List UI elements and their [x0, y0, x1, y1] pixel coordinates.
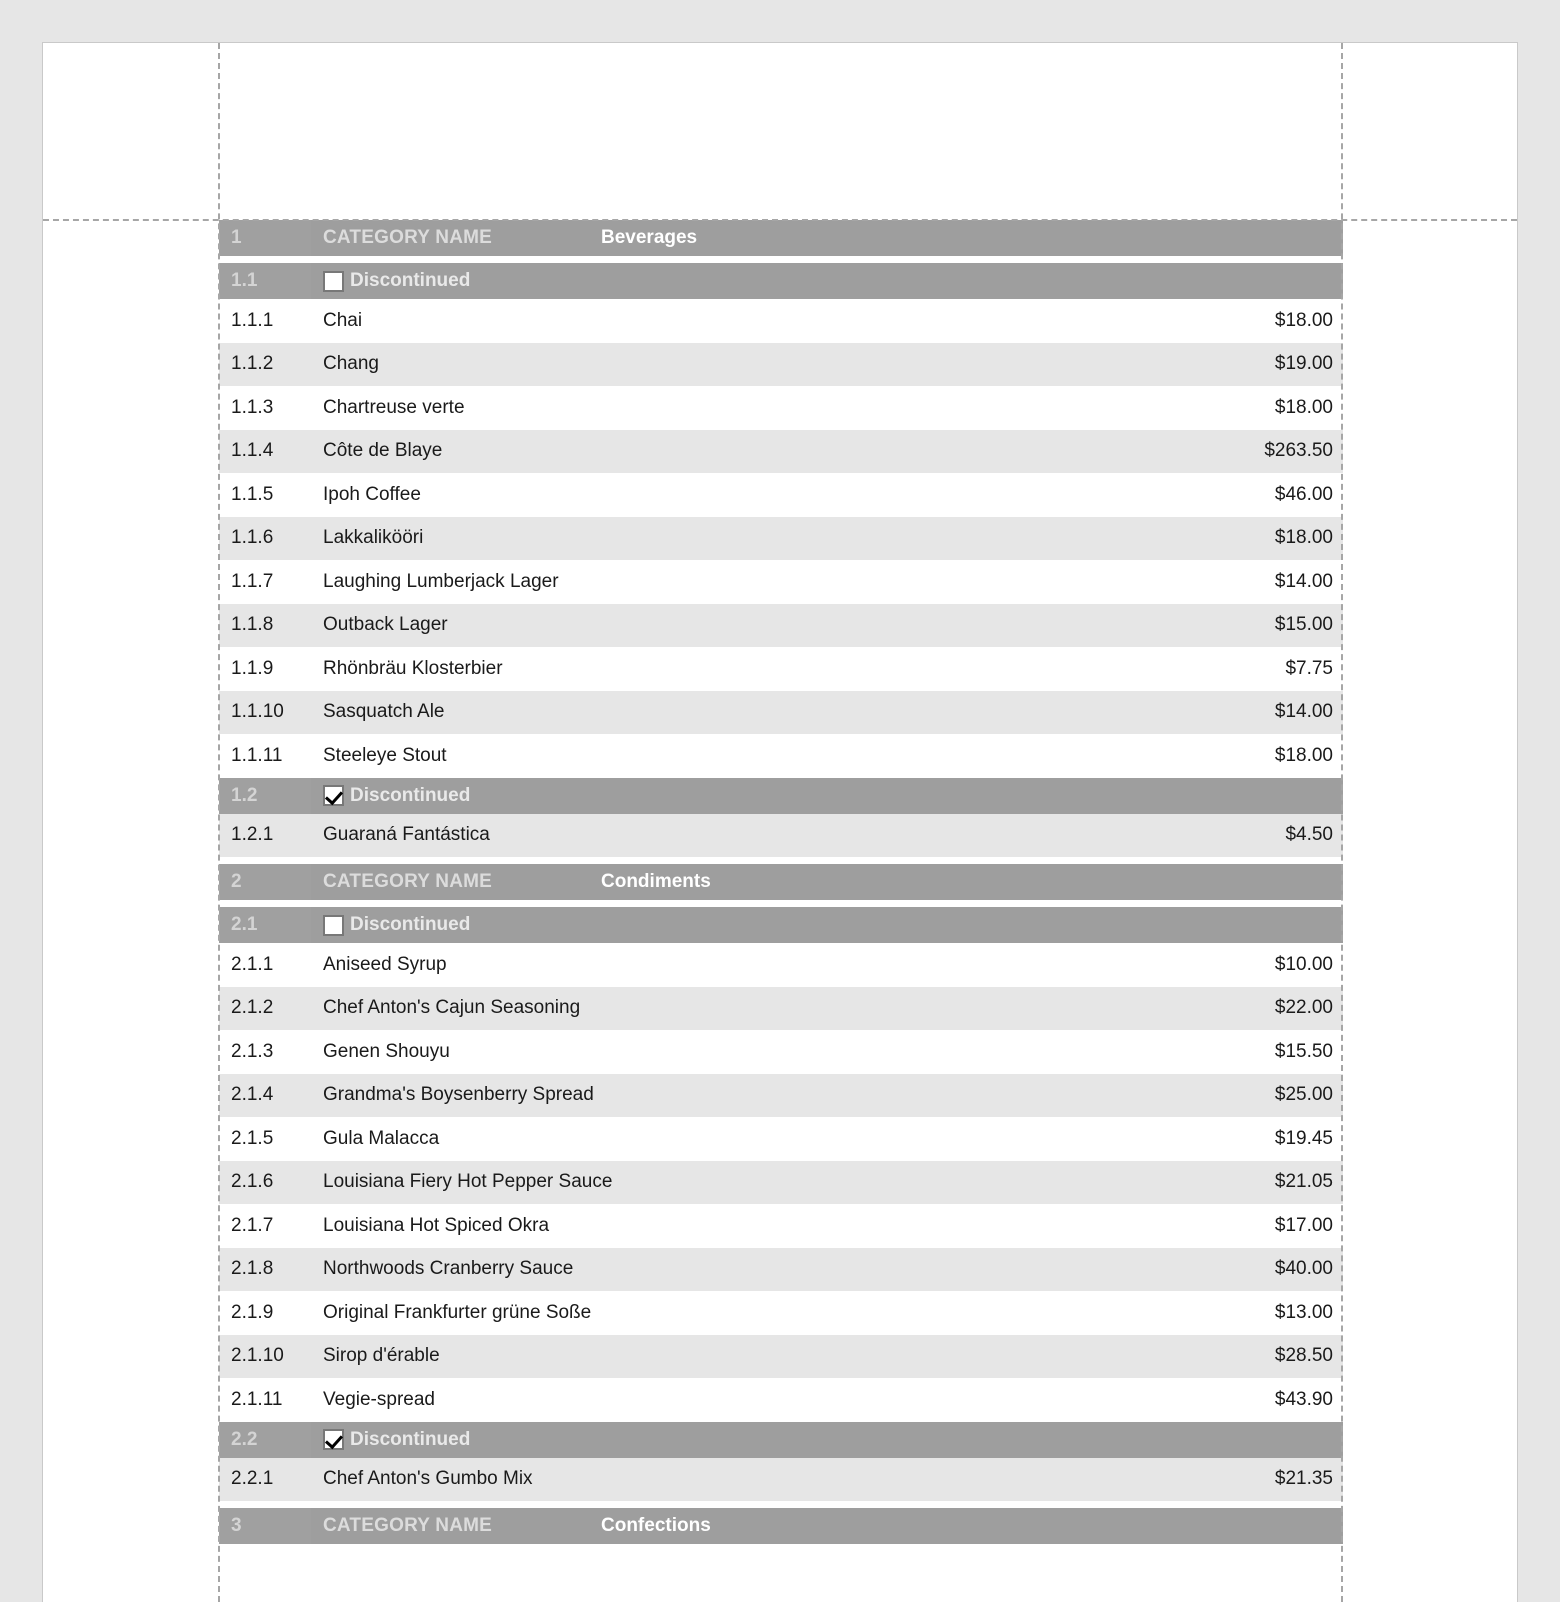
product-name: Louisiana Fiery Hot Pepper Sauce	[323, 1171, 613, 1193]
product-name: Chef Anton's Gumbo Mix	[323, 1468, 533, 1490]
product-row[interactable]	[219, 691, 1343, 735]
product-price: $21.05	[1274, 1171, 1333, 1193]
product-price: $18.00	[1274, 744, 1333, 766]
product-name: Lakkalikööri	[323, 527, 424, 549]
product-number: 2.1.3	[231, 1040, 274, 1062]
category-header[interactable]	[219, 1508, 1343, 1544]
product-name: Côte de Blaye	[323, 440, 443, 462]
product-price: $40.00	[1274, 1258, 1333, 1280]
product-number: 1.1.8	[231, 614, 274, 636]
product-price: $21.35	[1274, 1468, 1333, 1490]
discontinued-checkbox[interactable]	[323, 785, 344, 806]
product-name: Steeleye Stout	[323, 744, 447, 766]
discontinued-label: Discontinued	[350, 784, 471, 806]
product-name: Louisiana Hot Spiced Okra	[323, 1214, 550, 1236]
product-price: $43.90	[1274, 1388, 1333, 1410]
product-price: $18.00	[1274, 396, 1333, 418]
product-name: Gula Malacca	[323, 1127, 440, 1149]
product-price: $19.00	[1274, 353, 1333, 375]
product-number: 1.1.9	[231, 657, 274, 679]
product-row[interactable]	[219, 814, 1343, 858]
category-number: 1	[219, 220, 311, 256]
product-number: 1.1.6	[231, 527, 274, 549]
discontinued-group-header[interactable]	[219, 778, 1343, 814]
product-price: $25.00	[1274, 1084, 1333, 1106]
subgroup-number: 1.1	[219, 263, 311, 299]
product-price: $17.00	[1274, 1214, 1333, 1236]
product-name: Original Frankfurter grüne Soße	[323, 1301, 592, 1323]
product-price: $28.50	[1274, 1345, 1333, 1367]
discontinued-group-header[interactable]	[219, 1422, 1343, 1458]
product-name: Aniseed Syrup	[323, 953, 447, 975]
product-price: $18.00	[1274, 527, 1333, 549]
report-page	[42, 42, 1518, 1602]
product-number: 2.1.6	[231, 1171, 274, 1193]
product-name: Rhönbräu Klosterbier	[323, 657, 503, 679]
product-number: 2.2.1	[231, 1468, 274, 1490]
product-price: $7.75	[1285, 657, 1333, 679]
report-body	[219, 220, 1343, 1551]
category-header[interactable]	[219, 864, 1343, 900]
product-row[interactable]	[219, 987, 1343, 1031]
discontinued-checkbox[interactable]	[323, 915, 344, 936]
product-price: $18.00	[1274, 309, 1333, 331]
product-name: Sasquatch Ale	[323, 701, 445, 723]
product-price: $14.00	[1274, 701, 1333, 723]
category-number: 2	[219, 864, 311, 900]
product-number: 2.1.11	[231, 1388, 283, 1410]
group-spacer	[219, 857, 1343, 864]
product-row[interactable]	[219, 1248, 1343, 1292]
product-name: Vegie-spread	[323, 1388, 435, 1410]
product-name: Ipoh Coffee	[323, 483, 421, 505]
product-number: 1.1.4	[231, 440, 274, 462]
product-price: $15.50	[1274, 1040, 1333, 1062]
product-number: 2.1.2	[231, 997, 274, 1019]
product-row[interactable]	[219, 943, 1343, 987]
product-row[interactable]	[219, 343, 1343, 387]
product-row[interactable]	[219, 1117, 1343, 1161]
product-row[interactable]	[219, 1458, 1343, 1502]
product-name: Genen Shouyu	[323, 1040, 450, 1062]
product-price: $14.00	[1274, 570, 1333, 592]
product-price: $4.50	[1285, 824, 1333, 846]
product-number: 1.1.7	[231, 570, 274, 592]
product-name: Chai	[323, 309, 363, 331]
product-price: $15.00	[1274, 614, 1333, 636]
product-row[interactable]	[219, 1291, 1343, 1335]
category-header[interactable]	[219, 220, 1343, 256]
product-number: 1.1.2	[231, 353, 274, 375]
product-price: $19.45	[1274, 1127, 1333, 1149]
product-number: 1.2.1	[231, 824, 274, 846]
product-number: 2.1.5	[231, 1127, 274, 1149]
product-name: Chang	[323, 353, 379, 375]
discontinued-label: Discontinued	[350, 1428, 471, 1450]
product-number: 2.1.10	[231, 1345, 284, 1367]
discontinued-checkbox[interactable]	[323, 1429, 344, 1450]
category-name-label: CATEGORY NAME	[323, 871, 493, 892]
product-number: 2.1.8	[231, 1258, 274, 1280]
product-name: Outback Lager	[323, 614, 448, 636]
product-row[interactable]	[219, 299, 1343, 343]
product-price: $46.00	[1274, 483, 1333, 505]
product-row[interactable]	[219, 1335, 1343, 1379]
product-row[interactable]	[219, 473, 1343, 517]
product-row[interactable]	[219, 1378, 1343, 1422]
product-number: 1.1.3	[231, 396, 274, 418]
product-row[interactable]	[219, 386, 1343, 430]
discontinued-label: Discontinued	[350, 914, 471, 935]
product-name: Guaraná Fantástica	[323, 824, 490, 846]
category-name-value: Confections	[601, 1515, 711, 1536]
product-row[interactable]	[219, 1204, 1343, 1248]
product-row[interactable]	[219, 1074, 1343, 1118]
discontinued-group-header[interactable]	[219, 907, 1343, 943]
product-number: 1.1.10	[231, 701, 284, 723]
product-row[interactable]	[219, 430, 1343, 474]
discontinued-label: Discontinued	[350, 270, 471, 291]
product-row[interactable]	[219, 604, 1343, 648]
category-name-value: Beverages	[601, 227, 698, 248]
product-row[interactable]	[219, 1030, 1343, 1074]
category-name-value: Condiments	[601, 871, 711, 892]
product-name: Northwoods Cranberry Sauce	[323, 1258, 574, 1280]
product-number: 1.1.5	[231, 483, 274, 505]
product-row[interactable]	[219, 560, 1343, 604]
product-row[interactable]	[219, 647, 1343, 691]
discontinued-checkbox[interactable]	[323, 271, 344, 292]
subgroup-number: 2.1	[219, 907, 311, 943]
group-spacer	[219, 1501, 1343, 1508]
product-row[interactable]	[219, 734, 1343, 778]
product-number: 1.1.1	[231, 309, 274, 331]
product-price: $13.00	[1274, 1301, 1333, 1323]
discontinued-group-header[interactable]	[219, 263, 1343, 299]
product-price: $263.50	[1264, 440, 1333, 462]
product-row[interactable]	[219, 517, 1343, 561]
subgroup-number: 1.2	[219, 778, 311, 814]
product-name: Laughing Lumberjack Lager	[323, 570, 559, 592]
product-number: 2.1.9	[231, 1301, 274, 1323]
product-name: Sirop d'érable	[323, 1345, 440, 1367]
product-name: Chef Anton's Cajun Seasoning	[323, 997, 581, 1019]
category-number: 3	[219, 1508, 311, 1544]
product-number: 1.1.11	[231, 744, 283, 766]
product-price: $10.00	[1274, 953, 1333, 975]
subgroup-number: 2.2	[219, 1422, 311, 1458]
product-number: 2.1.7	[231, 1214, 274, 1236]
product-number: 2.1.1	[231, 953, 274, 975]
product-number: 2.1.4	[231, 1084, 274, 1106]
product-name: Chartreuse verte	[323, 396, 465, 418]
product-price: $22.00	[1274, 997, 1333, 1019]
category-name-label: CATEGORY NAME	[323, 1515, 493, 1536]
product-row[interactable]	[219, 1161, 1343, 1205]
category-name-label: CATEGORY NAME	[323, 227, 493, 248]
product-name: Grandma's Boysenberry Spread	[323, 1084, 594, 1106]
